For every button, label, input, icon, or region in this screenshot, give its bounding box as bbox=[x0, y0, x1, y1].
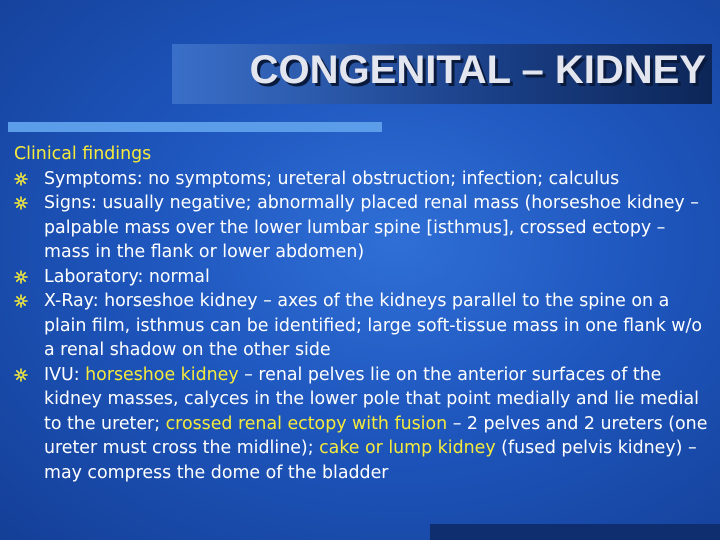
snowflake-bullet-icon bbox=[14, 270, 28, 284]
bullet-item bbox=[14, 265, 714, 290]
bullet-text: – 2 pelves and 2 ureters (one ureter must cross the midline); bbox=[44, 413, 708, 458]
snowflake-bullet-icon bbox=[14, 196, 28, 210]
bullet-text: Signs: usually negative; abnormally placed renal mass (horseshoe kidney – palpable mass over the lower lumbar spine [isthmus], crossed ectopy – mass in the flank or lower abdomen) bbox=[44, 193, 699, 262]
snowflake-bullet-icon bbox=[14, 294, 28, 308]
section-heading: Clinical findings bbox=[14, 144, 152, 164]
bullet-text: – renal pelves lie on the anterior surfaces of the kidney masses, calyces in the lower pole that point medially and lie medial to the ureter; bbox=[44, 364, 699, 434]
slide-title: CONGENITAL – KIDNEY bbox=[249, 48, 706, 92]
bullet-item bbox=[14, 289, 714, 363]
bullet-text: (fused pelvis kidney) – may compress the dome of the bladder bbox=[44, 438, 697, 483]
bullet-item bbox=[14, 167, 714, 192]
bullet-text: IVU: bbox=[44, 364, 86, 385]
highlighted-term: cake or lump kidney bbox=[319, 438, 496, 458]
bullet-list bbox=[14, 167, 714, 486]
snowflake-bullet-icon bbox=[14, 368, 28, 382]
bullet-item bbox=[14, 363, 714, 486]
highlighted-term: crossed renal ectopy with fusion bbox=[165, 413, 448, 434]
bullet-item bbox=[14, 191, 714, 265]
bullet-text: X-Ray: horseshoe kidney – axes of the kidneys parallel to the spine on a plain film, isthmus can be identified; large soft-tissue mass in one flank w/o a renal shadow on the other side bbox=[44, 291, 703, 360]
bullet-text: Laboratory: normal bbox=[44, 266, 210, 287]
highlighted-term: horseshoe kidney bbox=[85, 364, 239, 385]
corner-decoration bbox=[430, 524, 720, 540]
bullet-text: Symptoms: no symptoms; ureteral obstruction; infection; calculus bbox=[44, 168, 620, 189]
slide-content bbox=[14, 142, 714, 485]
title-underline bbox=[8, 122, 382, 132]
snowflake-bullet-icon bbox=[14, 172, 28, 186]
